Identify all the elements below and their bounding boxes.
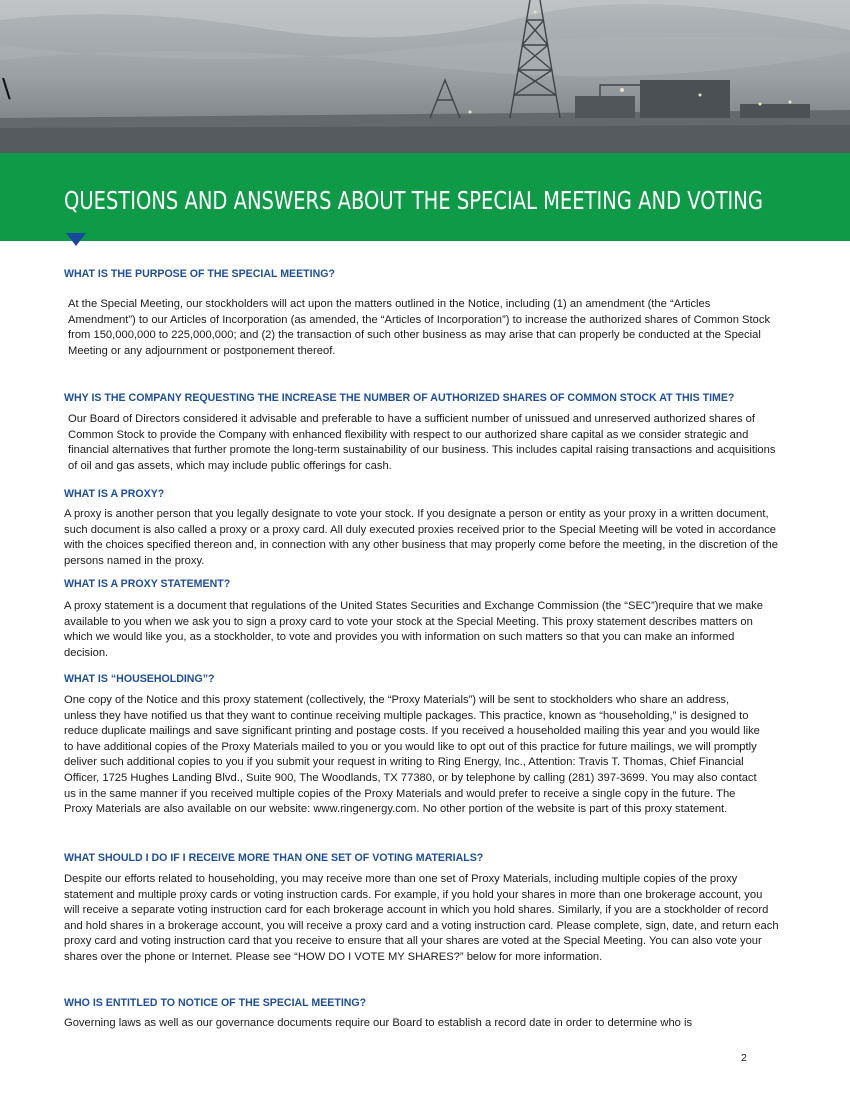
stray-mark: \ <box>2 74 11 104</box>
oil-rig-illustration <box>0 0 850 153</box>
question-heading: WHAT IS THE PURPOSE OF THE SPECIAL MEETING? <box>64 268 335 280</box>
question-heading: WHAT IS A PROXY? <box>64 488 165 500</box>
page-number: 2 <box>741 1052 747 1064</box>
page-title: QUESTIONS AND ANSWERS ABOUT THE SPECIAL MEETING AND VOTING <box>64 186 763 215</box>
question-heading: WHO IS ENTITLED TO NOTICE OF THE SPECIAL MEETING? <box>64 997 367 1009</box>
answer-paragraph: One copy of the Notice and this proxy statement (collectively, the “Proxy Materials”) will be sent to stockholders who share an address, unless they have notified us that they want to continue receiving multiple packages. This practice, known as “householding,” is designed to reduce duplicate mailings and save significant printing and postage costs. If you received a householded mailing this year and you would like to have additional copies of the Proxy Materials mailed to you or you would like to opt out of this practice for future mailings, we will promptly deliver such additional copies to you if you submit your request in writing to Ring Energy, Inc., Attention: Travis T. Thomas, Chief Financial Officer, 1725 Hughes Landing Blvd., Suite 900, The Woodlands, TX 77380, or by telephone by calling (281) 397-3699. You may also contact us in the same manner if you received multiple copies of the Proxy Materials and would prefer to receive a single copy in the future. The Proxy Materials are also available on our website: www.ringenergy.com. No other portion of the website is part of this proxy statement. <box>64 694 760 816</box>
question-heading: WHAT IS A PROXY STATEMENT? <box>64 578 231 590</box>
question-heading: WHAT IS “HOUSEHOLDING”? <box>64 673 215 685</box>
section-banner <box>0 153 850 241</box>
answer-paragraph: Despite our efforts related to householding, you may receive more than one set of Proxy Materials, including multiple copies of the proxy statement and multiple proxy cards or voting instruction cards. For example, if you hold your shares in more than one brokerage account, you will receive a separate voting instruction card for each brokerage account in which you hold shares. Similarly, if you are a stockholder of record and hold shares in a brokerage account, you will receive a proxy card and a voting instruction card. Please complete, sign, date, and return each proxy card and voting instruction card that you receive to ensure that all your shares are voted at the Special Meeting. You can also vote your shares over the phone or Internet. Please see “HOW DO I VOTE MY SHARES?” below for more information. <box>64 873 779 963</box>
banner-pointer-icon <box>66 233 86 246</box>
answer-paragraph: A proxy statement is a document that regulations of the United States Securities and Exchange Commission (the “SEC”)require that we make available to you when we ask you to sign a proxy card to vote your stock at the Special Meeting. This proxy statement describes matters on which we would like you, as a stockholder, to vote and provides you with information on such matters so that you can make an informed decision. <box>64 600 763 659</box>
answer-paragraph: Our Board of Directors considered it advisable and preferable to have a sufficient number of unissued and unreserved authorized shares of Common Stock to provide the Company with enhanced flexibility with respect to our authorized share capital as we consider strategic and financial alternatives that further promote the long-term sustainability of our business. This includes capital raising transactions and acquisitions of oil and gas assets, which may include public offerings for cash. <box>68 413 776 472</box>
question-heading: WHY IS THE COMPANY REQUESTING THE INCREASE THE NUMBER OF AUTHORIZED SHARES OF COMMON STOCK AT THIS TIME? <box>64 392 735 404</box>
answer-paragraph: Governing laws as well as our governance documents require our Board to establish a record date in order to determine who is <box>64 1017 693 1029</box>
answer-paragraph: A proxy is another person that you legally designate to vote your stock. If you designate a person or entity as your proxy in a written document, such document is also called a proxy or a proxy card. All duly executed proxies received prior to the Special Meeting will be voted in accordance with the choices specified thereon and, in connection with any other business that may properly come before the meeting, in the discretion of the persons named in the proxy. <box>64 508 778 567</box>
header-photo <box>0 0 850 153</box>
answer-paragraph: At the Special Meeting, our stockholders will act upon the matters outlined in the Notice, including (1) an amendment (the “Articles Amendment”) to our Articles of Incorporation (as amended, the “Articles of Incorporation”) to increase the authorized shares of Common Stock from 150,000,000 to 225,000,000; and (2) the transaction of such other business as may arise that can properly be conducted at the Special Meeting or any adjournment or postponement thereof. <box>68 298 771 357</box>
question-heading: WHAT SHOULD I DO IF I RECEIVE MORE THAN ONE SET OF VOTING MATERIALS? <box>64 852 484 864</box>
